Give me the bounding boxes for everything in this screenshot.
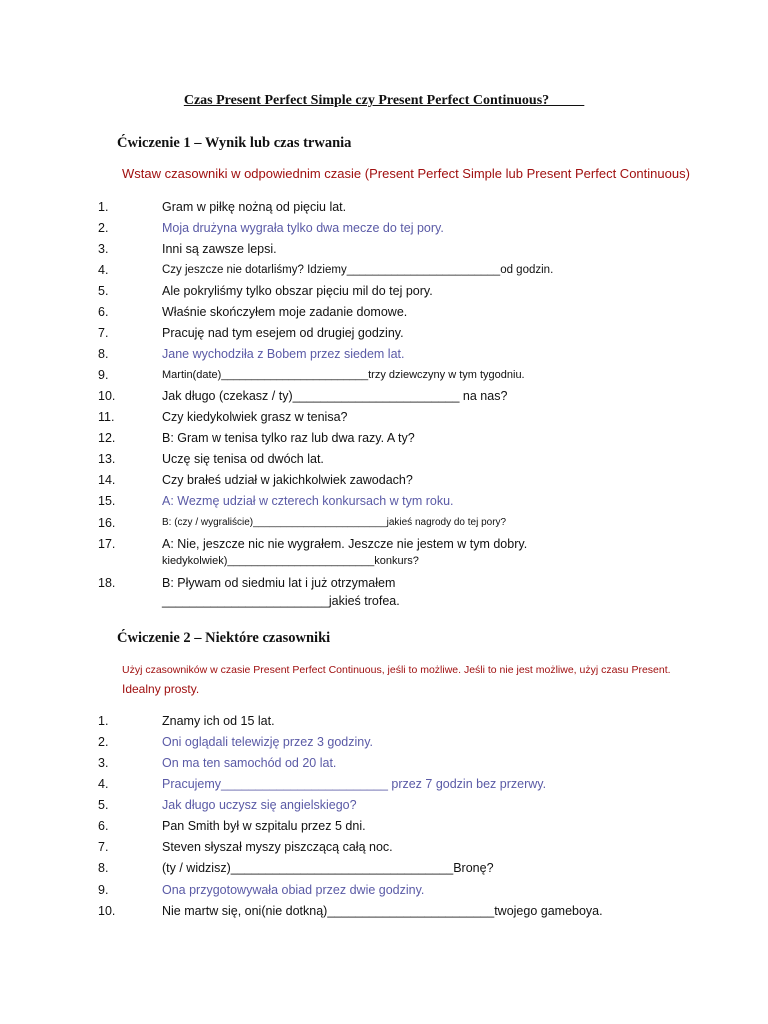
- section1-heading: Ćwiczenie 1 – Wynik lub czas trwania: [117, 135, 352, 151]
- item-text: On ma ten samochód od 20 lat.: [162, 756, 337, 770]
- item-text: Steven słyszał myszy piszczącą całą noc.: [162, 840, 393, 854]
- item-text: Pracujemy________________________ przez 7 godzin bez przerwy.: [162, 777, 547, 791]
- item-text: B: Pływam od siedmiu lat i już otrzymałem: [162, 576, 396, 590]
- item-text: Jak długo uczysz się angielskiego?: [162, 798, 357, 812]
- item-text: B: Gram w tenisa tylko raz lub dwa razy. A ty?: [162, 431, 415, 445]
- item-text: Pan Smith był w szpitalu przez 5 dni.: [162, 819, 366, 833]
- section2-instruction-continuation: Idealny prosty.: [122, 682, 200, 696]
- item-text: Znamy ich od 15 lat.: [162, 714, 275, 728]
- item-text: Czy jeszcze nie dotarliśmy? Idziemy________________________od godzin.: [162, 264, 554, 276]
- item-text: Uczę się tenisa od dwóch lat.: [162, 452, 324, 466]
- item-text: Czy brałeś udział w jakichkolwiek zawodach?: [162, 473, 413, 487]
- item-text-continuation: ________________________jakieś trofea.: [162, 594, 400, 608]
- item-text: Moja drużyna wygrała tylko dwa mecze do tej pory.: [162, 221, 444, 235]
- item-text-continuation: kiedykolwiek)________________________konkurs?: [162, 555, 419, 567]
- page-title: Czas Present Perfect Simple czy Present Perfect Continuous?_____: [183, 93, 585, 108]
- item-text: (ty / widzisz)________________________________Bronę?: [162, 861, 494, 875]
- item-text: Ona przygotowywała obiad przez dwie godziny.: [162, 883, 425, 897]
- item-text: Ale pokryliśmy tylko obszar pięciu mil do tej pory.: [162, 284, 433, 298]
- item-text: Gram w piłkę nożną od pięciu lat.: [162, 200, 347, 214]
- section2-instruction: Użyj czasowników w czasie Present Perfect Continuous, jeśli to możliwe. Jeśli to nie jest możliwe, użyj czasu Present.: [122, 664, 671, 676]
- item-text: B: (czy / wygraliście)________________________jakieś nagrody do tej pory?: [162, 517, 507, 528]
- section2-heading: Ćwiczenie 2 – Niektóre czasowniki: [117, 630, 331, 646]
- item-text: Pracuję nad tym esejem od drugiej godziny.: [162, 326, 404, 340]
- item-text: Właśnie skończyłem moje zadanie domowe.: [162, 305, 408, 319]
- item-text: Nie martw się, oni(nie dotkną)________________________twojego gameboya.: [162, 904, 603, 918]
- item-text: Jak długo (czekasz / ty)________________________ na nas?: [162, 389, 508, 403]
- item-text: Inni są zawsze lepsi.: [162, 242, 277, 256]
- item-text: Oni oglądali telewizję przez 3 godziny.: [162, 735, 373, 749]
- item-text: Jane wychodziła z Bobem przez siedem lat.: [162, 347, 405, 361]
- item-text: Martin(date)________________________trzy dziewczyny w tym tygodniu.: [162, 369, 525, 381]
- item-text: A: Nie, jeszcze nic nie wygrałem. Jeszcze nie jestem w tym dobry.: [162, 537, 528, 551]
- item-text: Czy kiedykolwiek grasz w tenisa?: [162, 410, 348, 424]
- item-text: A: Wezmę udział w czterech konkursach w tym roku.: [162, 494, 454, 508]
- section1-instruction: Wstaw czasowniki w odpowiednim czasie (Present Perfect Simple lub Present Perfect Continuous): [122, 166, 690, 181]
